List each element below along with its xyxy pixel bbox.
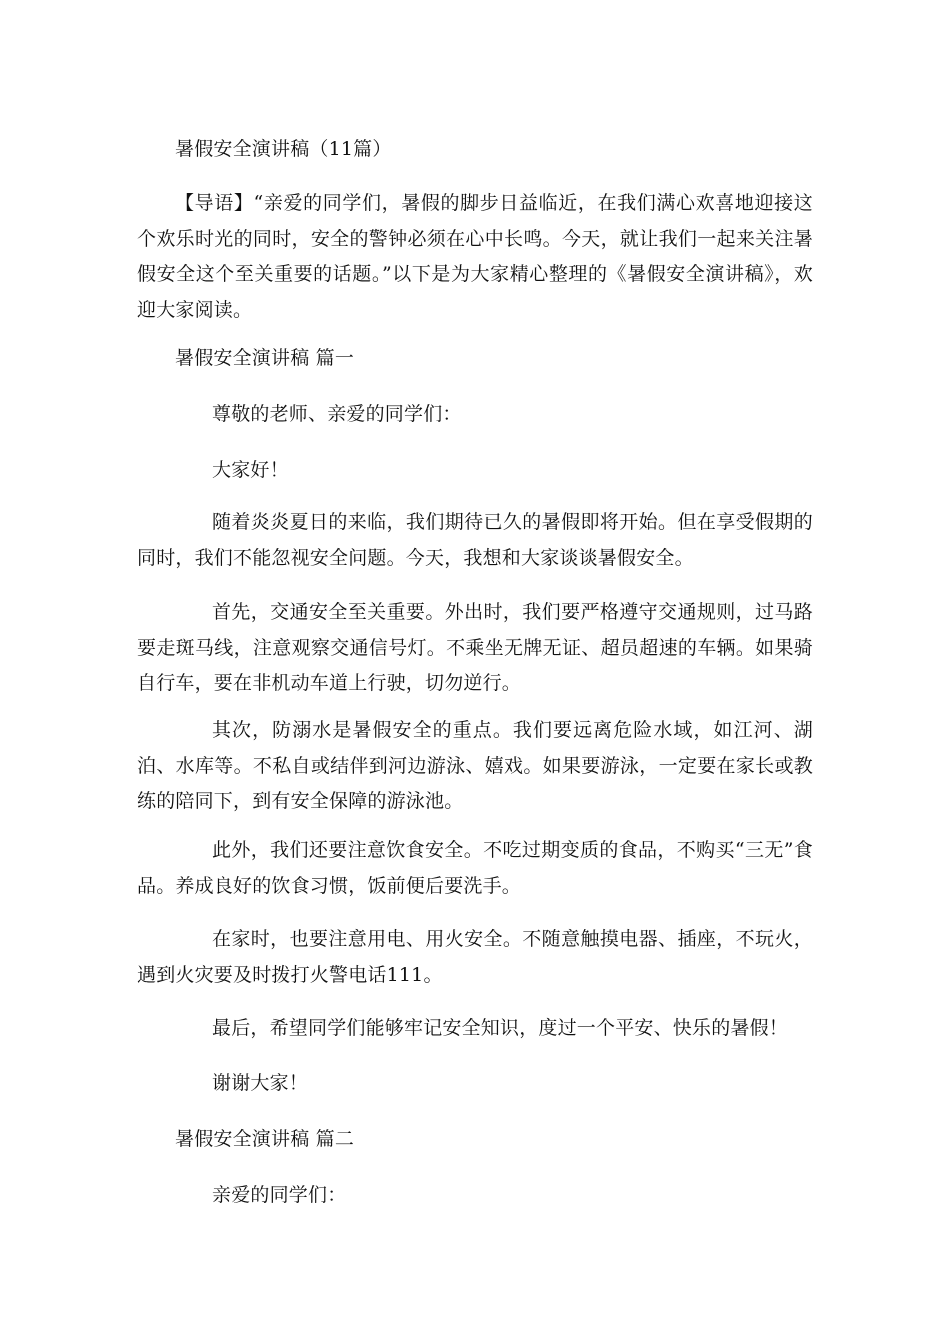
section-heading-2: 暑假安全演讲稿 篇二 <box>175 1128 355 1150</box>
paragraph: 此外，我们还要注意饮食安全。不吃过期变质的食品，不购买“三无”食品。养成良好的饮食习惯，饭前便后要洗手。 <box>137 839 813 897</box>
closing-1: 谢谢大家！ <box>212 1072 309 1094</box>
section-heading-1: 暑假安全演讲稿 篇一 <box>175 347 355 369</box>
paragraph: 最后，希望同学们能够牢记安全知识，度过一个平安、快乐的暑假！ <box>212 1017 789 1039</box>
document-title: 暑假安全演讲稿（11篇） <box>175 138 392 160</box>
intro-paragraph: 【导语】“亲爱的同学们，暑假的脚步日益临近，在我们满心欢喜地迎接这个欢乐时光的同时，安全的警钟必须在心中长鸣。今天，就让我们一起来关注暑假安全这个至关重要的话题。”以下是为大家精心整理的《暑假安全演讲稿》，欢迎大家阅读。 <box>137 192 813 321</box>
paragraph: 在家时，也要注意用电、用火安全。不随意触摸电器、插座，不玩火，遇到火灾要及时拨打火警电话111。 <box>137 928 813 986</box>
paragraph: 其次，防溺水是暑假安全的重点。我们要远离危险水域，如江河、湖泊、水库等。不私自或结伴到河边游泳、嬉戏。如果要游泳，一定要在家长或教练的陪同下，到有安全保障的游泳池。 <box>137 719 813 812</box>
salutation-2: 亲爱的同学们： <box>212 1184 347 1206</box>
paragraph: 首先，交通安全至关重要。外出时，我们要严格遵守交通规则，过马路要走斑马线，注意观察交通信号灯。不乘坐无牌无证、超员超速的车辆。如果骑自行车，要在非机动车道上行驶，切勿逆行。 <box>137 601 813 694</box>
paragraph: 随着炎炎夏日的来临，我们期待已久的暑假即将开始。但在享受假期的同时，我们不能忽视安全问题。今天，我想和大家谈谈暑假安全。 <box>137 511 813 569</box>
greeting-1: 大家好！ <box>212 459 289 481</box>
salutation-1: 尊敬的老师、亲爱的同学们： <box>212 403 462 425</box>
